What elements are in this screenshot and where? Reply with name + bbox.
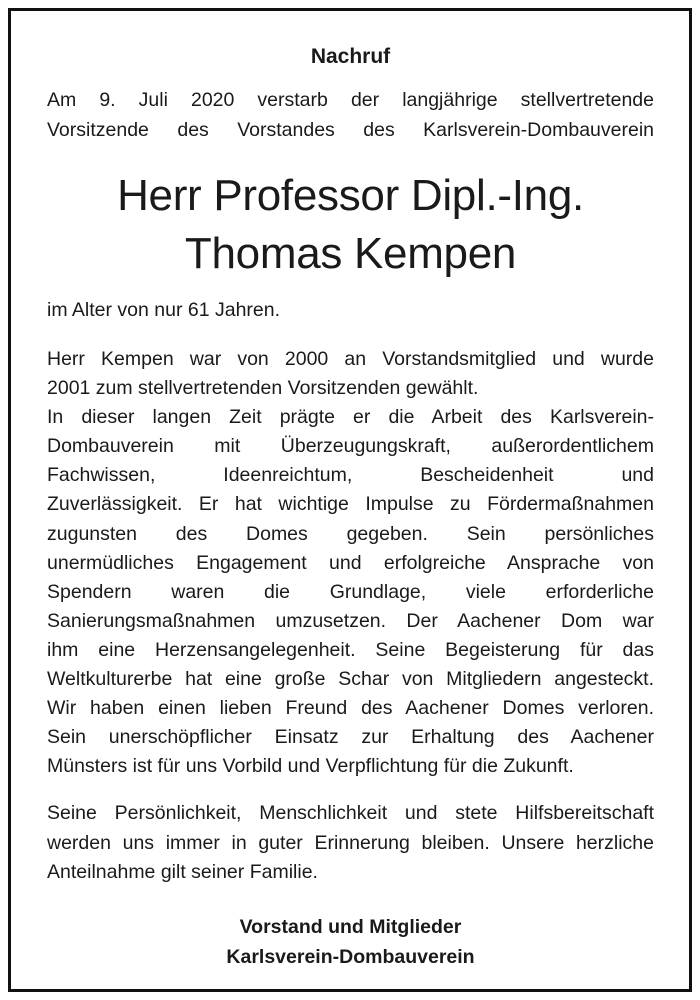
closing-line: Seine Persönlichkeit, Menschlichkeit und stete Hilfsbereitschaft [47, 802, 654, 825]
signature-line: Karlsverein-Dombauverein [226, 945, 475, 968]
body-line: Fachwissen, Ideenreichtum, Bescheidenheit und [47, 464, 654, 487]
body-line: unermüdliches Engagement und erfolgreiche Ansprache von [47, 551, 654, 574]
intro-line: Am 9. Juli 2020 verstarb der langjährige stellvertretende [47, 89, 654, 111]
body-line: Sein unerschöpflicher Einsatz zur Erhaltung des Aachener [47, 726, 654, 749]
signature [47, 912, 654, 972]
body-line: Münsters ist für uns Vorbild und Verpflichtung für die Zukunft. [47, 755, 574, 778]
name-line: Herr Professor Dipl.-Ing. [117, 171, 584, 220]
body-line: 2001 zum stellvertretenden Vorsitzenden gewählt. [47, 377, 479, 400]
closing-line: Anteilnahme gilt seiner Familie. [47, 861, 318, 884]
body-line: Wir haben einen lieben Freund des Aachener Domes verloren. [47, 697, 654, 720]
deceased-name [47, 167, 654, 283]
body-line: Herr Kempen war von 2000 an Vorstandsmitglied und wurde [47, 348, 654, 370]
body-line: zugunsten des Domes gegeben. Sein persönliches [47, 522, 654, 545]
body-paragraph [47, 345, 654, 781]
intro-paragraph [47, 85, 654, 145]
body-line: Sanierungsmaßnahmen umzusetzen. Der Aachener Dom war [47, 609, 654, 632]
closing-paragraph [47, 799, 654, 888]
heading: Nachruf [310, 45, 391, 68]
body-line: ihm eine Herzensangelegenheit. Seine Begeisterung für das [47, 638, 654, 661]
body-line: Dombauverein mit Überzeugungskraft, außerordentlichem [47, 435, 654, 458]
body-line: Weltkulturerbe hat eine große Schar von Mitgliedern angesteckt. [47, 668, 654, 691]
name-line: Thomas Kempen [184, 229, 517, 278]
signature-line: Vorstand und Mitglieder [239, 915, 462, 938]
body-line: In dieser langen Zeit prägte er die Arbeit des Karlsverein- [47, 406, 654, 429]
age-text: im Alter von nur 61 Jahren. [47, 299, 281, 321]
body-line: Spendern waren die Grundlage, viele erforderliche [47, 580, 654, 603]
body-line: Zuverlässigkeit. Er hat wichtige Impulse zu Fördermaßnahmen [47, 493, 654, 516]
obituary-content [47, 40, 654, 972]
closing-line: werden uns immer in guter Erinnerung bleiben. Unsere herzliche [47, 831, 654, 854]
intro-line: Vorsitzende des Vorstandes des Karlsverein-Dombauverein [47, 119, 654, 141]
